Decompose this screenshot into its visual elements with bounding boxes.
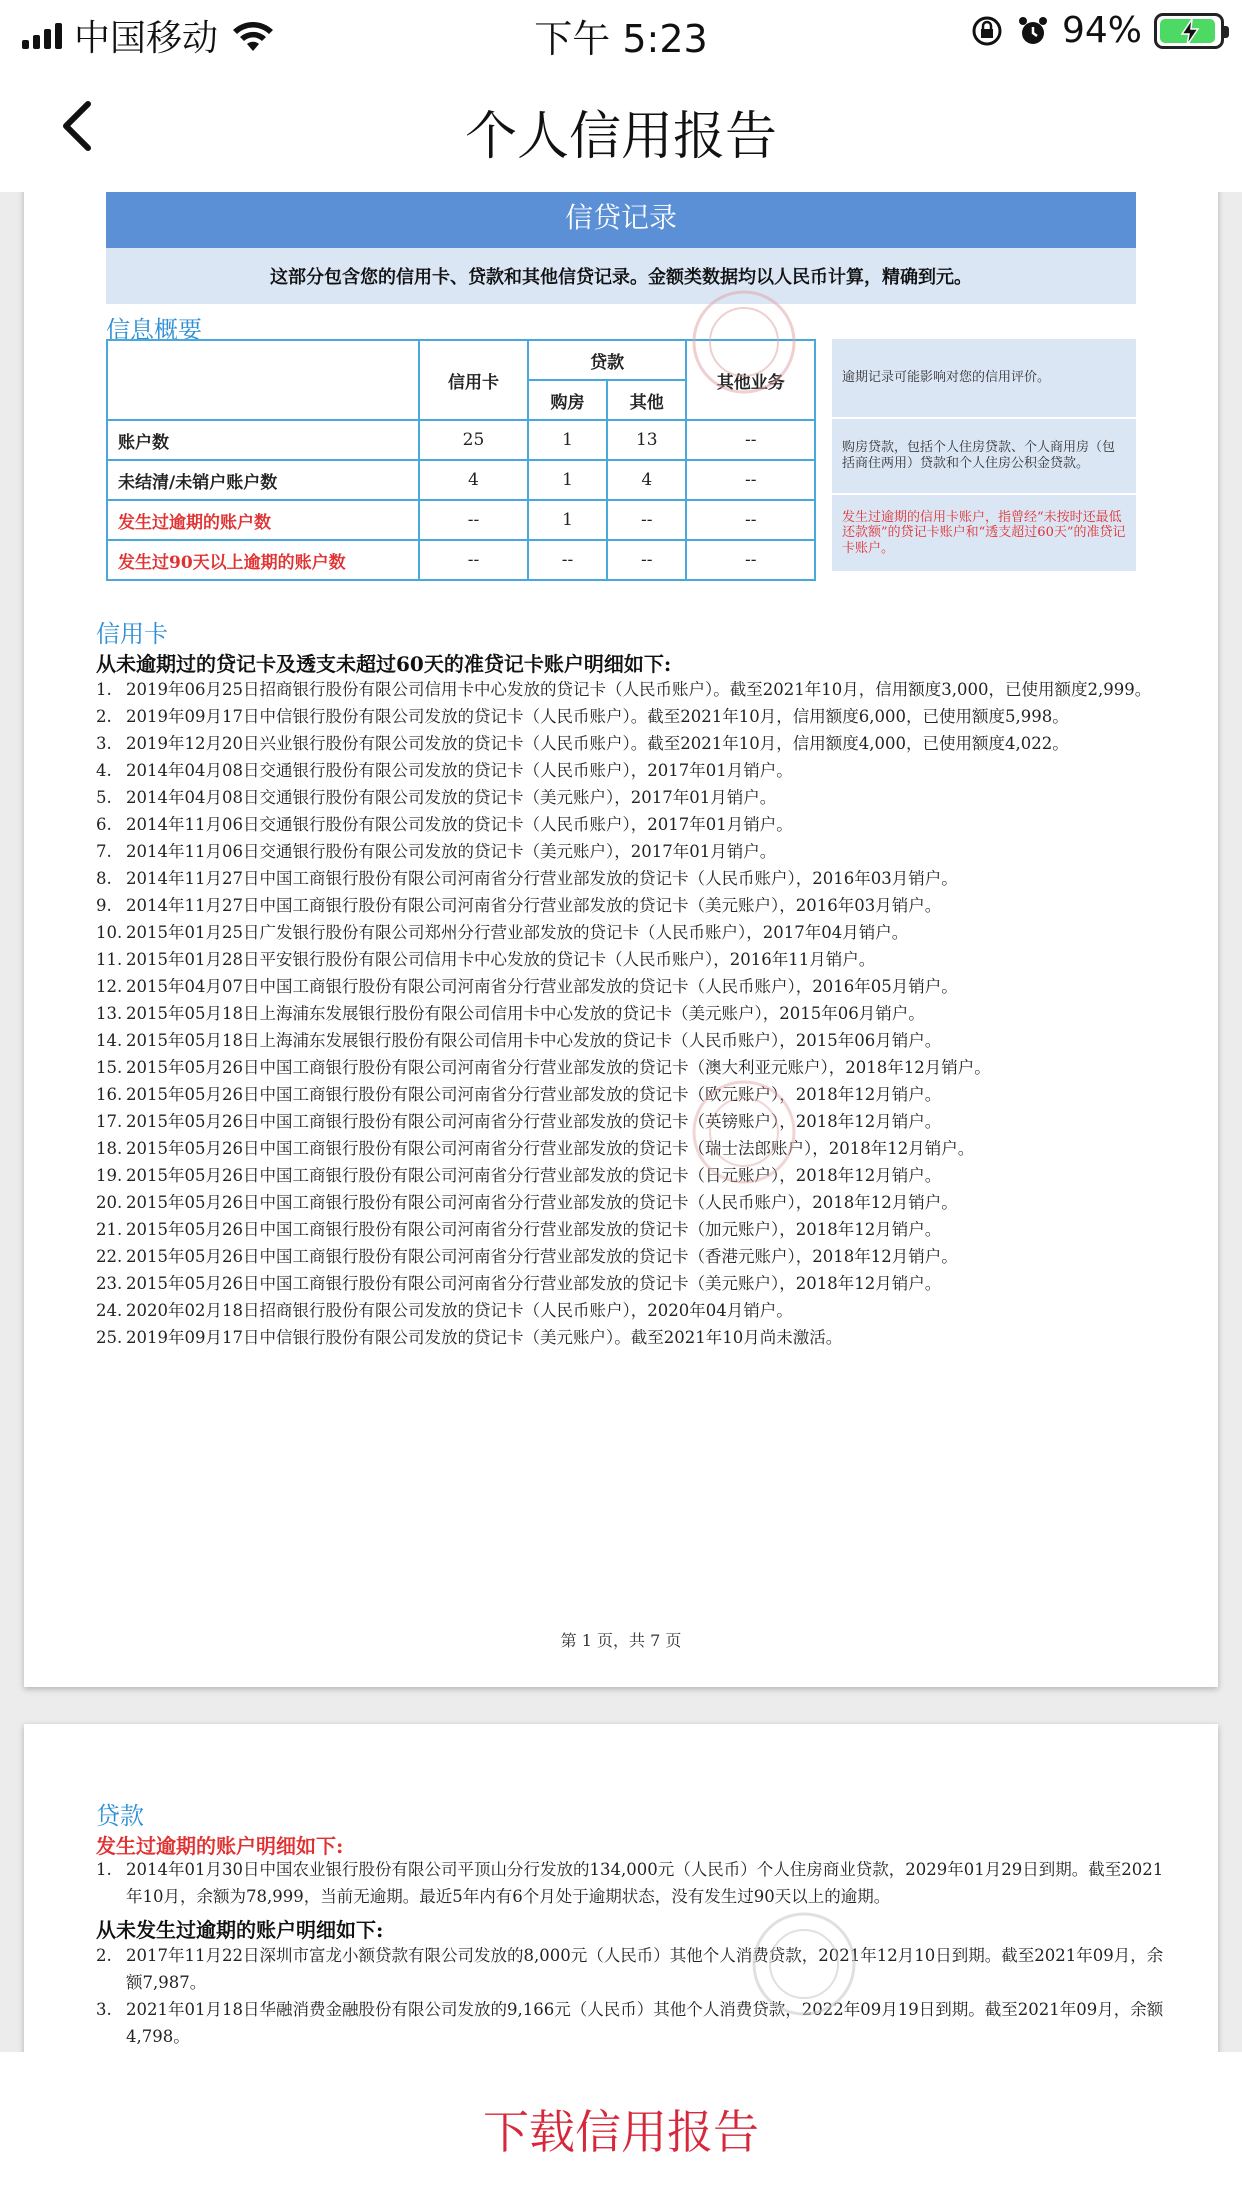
item-number: 4. — [96, 761, 112, 780]
loans-title: 贷款 — [96, 1802, 144, 1830]
list-item — [96, 1162, 1166, 1189]
list-item — [96, 1108, 1166, 1135]
bottom-bar — [0, 2052, 1242, 2208]
table-row — [107, 540, 815, 580]
item-text: 2015年05月26日中国工商银行股份有限公司河南省分行营业部发放的贷记卡（加元账户），2018年12月销户。 — [126, 1220, 942, 1239]
note-house-loan: 购房贷款，包括个人住房贷款、个人商用房（包括商住两用）贷款和个人住房公积金贷款。 — [832, 419, 1136, 493]
item-number: 25. — [96, 1328, 123, 1347]
table-cell: -- — [686, 420, 815, 460]
alarm-icon — [1016, 14, 1050, 48]
list-item — [96, 1054, 1166, 1081]
overdue-loan-list — [96, 1856, 1166, 1910]
row-label: 发生过逾期的账户数 — [107, 500, 419, 540]
list-item — [96, 973, 1166, 1000]
table-cell: -- — [607, 540, 686, 580]
table-cell: 1 — [528, 500, 607, 540]
item-number: 22. — [96, 1247, 123, 1266]
item-number: 12. — [96, 977, 123, 996]
item-text: 2014年11月27日中国工商银行股份有限公司河南省分行营业部发放的贷记卡（美元账户），2016年03月销户。 — [126, 896, 942, 915]
item-number: 6. — [96, 815, 112, 834]
list-item — [96, 919, 1166, 946]
summary-notes — [832, 339, 1136, 573]
item-number: 3. — [96, 2000, 112, 2019]
report-page-2 — [24, 1724, 1218, 2052]
table-cell: 13 — [607, 420, 686, 460]
list-item — [96, 946, 1166, 973]
battery-percent: 94% — [1061, 10, 1142, 51]
overdue-heading: 发生过逾期的账户明细如下: — [96, 1834, 344, 1858]
item-number: 11. — [96, 950, 123, 969]
report-viewer[interactable] — [0, 192, 1242, 2052]
list-item — [96, 1942, 1166, 1996]
list-item — [96, 838, 1166, 865]
item-text: 2014年01月30日中国农业银行股份有限公司平顶山分行发放的134,000元（人民币）个人住房商业贷款，2029年01月29日到期。截至2021年10月，余额为78,999，当前无逾期。最近5年内有6个月处于逾期状态，没有发生过90天以上的逾期。 — [126, 1860, 1164, 1906]
item-text: 2015年05月18日上海浦东发展银行股份有限公司信用卡中心发放的贷记卡（人民币账户），2015年06月销户。 — [126, 1031, 942, 1050]
status-bar — [0, 0, 1242, 62]
item-text: 2014年04月08日交通银行股份有限公司发放的贷记卡（美元账户），2017年01月销户。 — [126, 788, 777, 807]
item-number: 7. — [96, 842, 112, 861]
item-number: 8. — [96, 869, 112, 888]
table-cell: 1 — [528, 460, 607, 500]
list-item — [96, 892, 1166, 919]
list-item — [96, 1000, 1166, 1027]
row-label: 账户数 — [107, 420, 419, 460]
item-text: 2015年01月28日平安银行股份有限公司信用卡中心发放的贷记卡（人民币账户），2016年11月销户。 — [126, 950, 876, 969]
item-text: 2014年11月06日交通银行股份有限公司发放的贷记卡（人民币账户），2017年01月销户。 — [126, 815, 793, 834]
item-text: 2014年11月27日中国工商银行股份有限公司河南省分行营业部发放的贷记卡（人民币账户），2016年03月销户。 — [126, 869, 958, 888]
item-text: 2020年02月18日招商银行股份有限公司发放的贷记卡（人民币账户），2020年04月销户。 — [126, 1301, 793, 1320]
item-text: 2019年09月17日中信银行股份有限公司发放的贷记卡（人民币账户）。截至2021年10月，信用额度6,000，已使用额度5,998。 — [126, 707, 1069, 726]
note-overdue-card: 发生过逾期的信用卡账户，指曾经“未按时还最低还款额”的贷记卡账户和“透支超过60天”的准贷记卡账户。 — [832, 495, 1136, 571]
summary-title: 信息概要 — [106, 316, 202, 344]
list-item — [96, 1027, 1166, 1054]
item-text: 2017年11月22日深圳市富龙小额贷款有限公司发放的8,000元（人民币）其他个人消费贷款，2021年12月10日到期。截至2021年09月，余额7,987。 — [126, 1946, 1164, 1992]
table-cell: 4 — [607, 460, 686, 500]
item-number: 3. — [96, 734, 112, 753]
credit-card-title: 信用卡 — [96, 620, 168, 648]
list-item — [96, 1297, 1166, 1324]
item-number: 19. — [96, 1166, 123, 1185]
list-item — [96, 811, 1166, 838]
battery-icon — [1154, 13, 1224, 49]
item-text: 2015年05月26日中国工商银行股份有限公司河南省分行营业部发放的贷记卡（人民币账户），2018年12月销户。 — [126, 1193, 958, 1212]
table-row — [107, 460, 815, 500]
list-item — [96, 1135, 1166, 1162]
col-header-house: 购房 — [528, 380, 607, 420]
list-item — [96, 1856, 1166, 1910]
credit-section-header: 信贷记录 — [106, 192, 1136, 248]
item-text: 2015年05月26日中国工商银行股份有限公司河南省分行营业部发放的贷记卡（澳大利亚元账户），2018年12月销户。 — [126, 1058, 991, 1077]
item-text: 2015年01月25日广发银行股份有限公司郑州分行营业部发放的贷记卡（人民币账户），2017年04月销户。 — [126, 923, 909, 942]
item-text: 2015年05月26日中国工商银行股份有限公司河南省分行营业部发放的贷记卡（日元账户），2018年12月销户。 — [126, 1166, 942, 1185]
list-item — [96, 1243, 1166, 1270]
row-label: 未结清/未销户账户数 — [107, 460, 419, 500]
download-report-button[interactable]: 下载信用报告 — [483, 2105, 759, 2159]
table-cell: -- — [528, 540, 607, 580]
item-number: 9. — [96, 896, 112, 915]
carrier-name: 中国移动 — [74, 18, 219, 59]
table-cell: -- — [686, 500, 815, 540]
list-item — [96, 1081, 1166, 1108]
item-number: 20. — [96, 1193, 123, 1212]
col-header-other: 其他 — [607, 380, 686, 420]
item-number: 23. — [96, 1274, 123, 1293]
item-text: 2015年04月07日中国工商银行股份有限公司河南省分行营业部发放的贷记卡（人民币账户），2016年05月销户。 — [126, 977, 958, 996]
report-page-1 — [24, 192, 1218, 1687]
table-row — [107, 420, 815, 460]
page-number: 第 1 页，共 7 页 — [560, 1631, 682, 1650]
list-item — [96, 757, 1166, 784]
table-cell: 1 — [528, 420, 607, 460]
item-number: 2. — [96, 1946, 112, 1965]
list-item — [96, 730, 1166, 757]
item-number: 24. — [96, 1301, 123, 1320]
item-text: 2015年05月26日中国工商银行股份有限公司河南省分行营业部发放的贷记卡（香港元账户），2018年12月销户。 — [126, 1247, 958, 1266]
item-text: 2019年12月20日兴业银行股份有限公司发放的贷记卡（人民币账户）。截至2021年10月，信用额度4,000，已使用额度4,022。 — [126, 734, 1069, 753]
item-number: 21. — [96, 1220, 123, 1239]
item-number: 2. — [96, 707, 112, 726]
list-item — [96, 865, 1166, 892]
item-number: 18. — [96, 1139, 123, 1158]
item-text: 2019年06月25日招商银行股份有限公司信用卡中心发放的贷记卡（人民币账户）。截至2021年10月，信用额度3,000，已使用额度2,999。 — [126, 680, 1152, 699]
status-time: 下午 5:23 — [534, 17, 708, 61]
item-text: 2014年11月06日交通银行股份有限公司发放的贷记卡（美元账户），2017年01月销户。 — [126, 842, 777, 861]
item-text: 2015年05月26日中国工商银行股份有限公司河南省分行营业部发放的贷记卡（美元账户），2018年12月销户。 — [126, 1274, 942, 1293]
table-cell: -- — [419, 500, 528, 540]
status-right — [970, 10, 1224, 51]
item-number: 10. — [96, 923, 123, 942]
item-number: 15. — [96, 1058, 123, 1077]
item-number: 17. — [96, 1112, 123, 1131]
credit-card-heading: 从未逾期过的贷记卡及透支未超过60天的准贷记卡账户明细如下: — [96, 652, 672, 676]
normal-loans-heading: 从未发生过逾期的账户明细如下: — [96, 1918, 384, 1942]
table-cell: 25 — [419, 420, 528, 460]
credit-card-list — [96, 676, 1166, 1351]
summary-table — [106, 339, 816, 581]
item-number: 1. — [96, 1860, 112, 1879]
nav-bar — [0, 62, 1242, 192]
list-item — [96, 1189, 1166, 1216]
item-text: 2015年05月26日中国工商银行股份有限公司河南省分行营业部发放的贷记卡（英镑账户），2018年12月销户。 — [126, 1112, 942, 1131]
charging-bolt-icon — [1179, 18, 1201, 46]
item-text: 2014年04月08日交通银行股份有限公司发放的贷记卡（人民币账户），2017年01月销户。 — [126, 761, 793, 780]
item-number: 16. — [96, 1085, 123, 1104]
credit-section-subheader: 这部分包含您的信用卡、贷款和其他信贷记录。金额类数据均以人民币计算，精确到元。 — [106, 248, 1136, 304]
page-title: 个人信用报告 — [464, 107, 777, 167]
table-cell: 4 — [419, 460, 528, 500]
col-header-credit-card: 信用卡 — [419, 340, 528, 420]
item-text: 2019年09月17日中信银行股份有限公司发放的贷记卡（美元账户）。截至2021年10月尚未激活。 — [126, 1328, 843, 1347]
item-number: 13. — [96, 1004, 123, 1023]
orientation-lock-icon — [970, 14, 1004, 48]
item-text: 2015年05月26日中国工商银行股份有限公司河南省分行营业部发放的贷记卡（瑞士法郎账户），2018年12月销户。 — [126, 1139, 975, 1158]
table-row — [107, 500, 815, 540]
col-header-other-business: 其他业务 — [686, 340, 815, 420]
list-item — [96, 703, 1166, 730]
item-number: 5. — [96, 788, 112, 807]
summary-corner-cell — [107, 340, 419, 420]
table-cell: -- — [686, 540, 815, 580]
item-text: 2015年05月18日上海浦东发展银行股份有限公司信用卡中心发放的贷记卡（美元账户），2015年06月销户。 — [126, 1004, 925, 1023]
table-cell: -- — [686, 460, 815, 500]
list-item — [96, 1216, 1166, 1243]
table-cell: -- — [607, 500, 686, 540]
col-header-loan: 贷款 — [528, 340, 687, 380]
row-label: 发生过90天以上逾期的账户数 — [107, 540, 419, 580]
note-overdue-impact: 逾期记录可能影响对您的信用评价。 — [832, 339, 1136, 417]
list-item — [96, 1324, 1166, 1351]
item-text: 2015年05月26日中国工商银行股份有限公司河南省分行营业部发放的贷记卡（欧元账户），2018年12月销户。 — [126, 1085, 942, 1104]
list-item — [96, 1996, 1166, 2050]
item-number: 1. — [96, 680, 112, 699]
normal-loan-list — [96, 1942, 1166, 2052]
table-cell: -- — [419, 540, 528, 580]
item-number: 14. — [96, 1031, 123, 1050]
list-item — [96, 784, 1166, 811]
list-item — [96, 676, 1166, 703]
list-item — [96, 1270, 1166, 1297]
item-text: 2021年01月18日华融消费金融股份有限公司发放的9,166元（人民币）其他个人消费贷款，2022年09月19日到期。截至2021年09月，余额4,798。 — [126, 2000, 1164, 2046]
